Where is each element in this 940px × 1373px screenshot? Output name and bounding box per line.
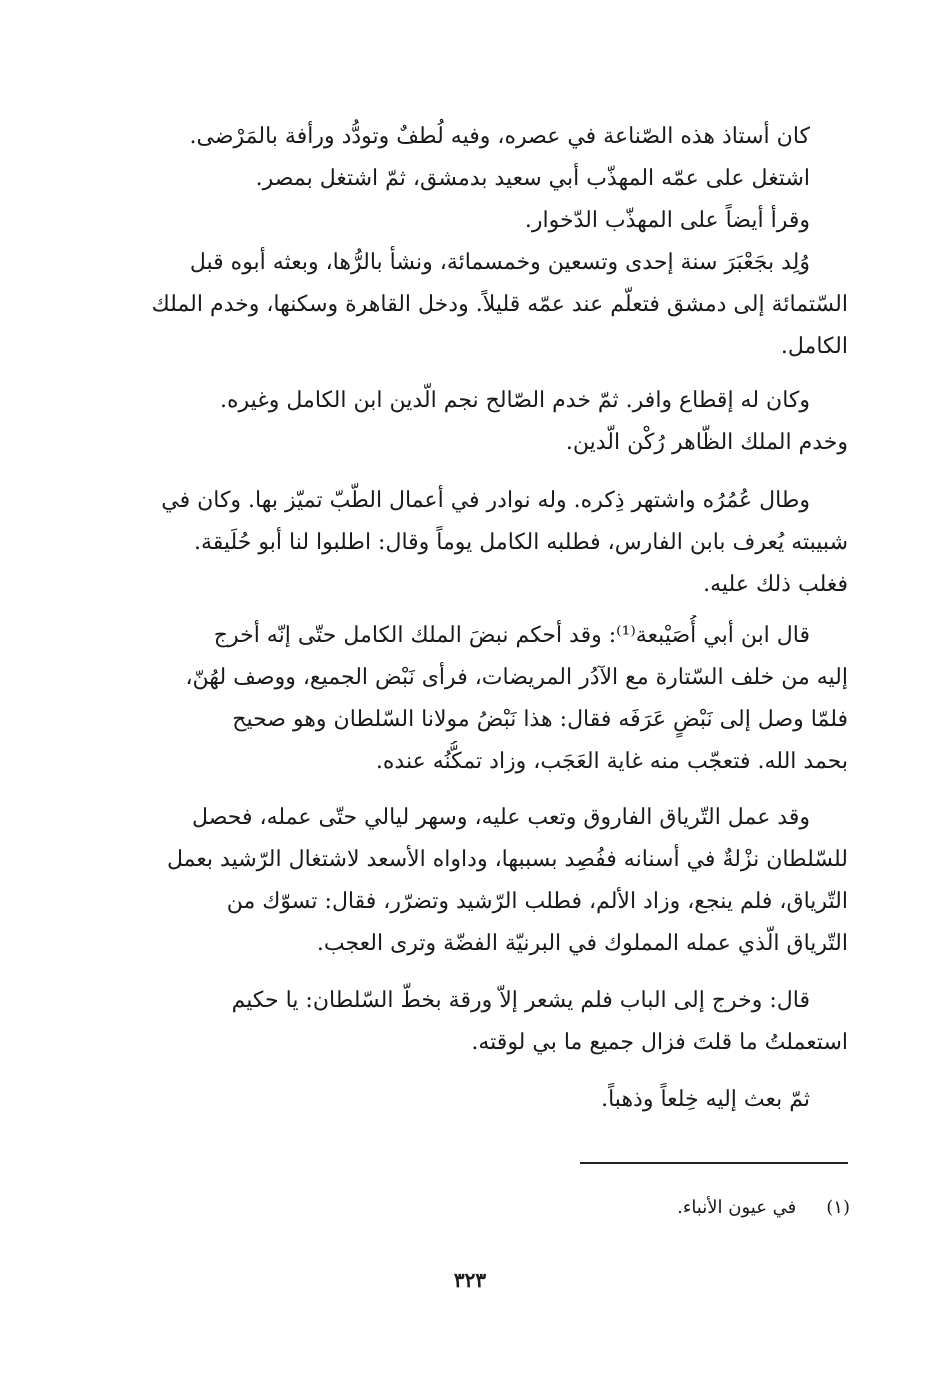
text-line: بحمد الله. فتعجّب منه غاية العَجَب، وزاد تمكُّنُه عنده.: [375, 749, 848, 774]
text-line: شبيبته يُعرف بابن الفارس، فطلبه الكامل يوماً وقال: اطلبوا لنا أبو حُلَيقة.: [193, 530, 848, 555]
text-line: التّرياق الّذي عمله المملوك في البرنيّة الفضّة وترى العجب.: [316, 931, 848, 956]
text-line: التّرياق، فلم ينجع، وزاد الألم، فطلب الرّشيد وتضرّر، فقال: تسوّك من: [226, 889, 848, 914]
paragraph-7: [128, 980, 848, 1064]
paragraph-6: [128, 797, 848, 965]
footnote-text: في عيون الأنباء.: [677, 1197, 797, 1218]
text-line: اشتغل على عمّه المهذّب أبي سعيد بدمشق، ثمّ اشتغل بمصر.: [255, 166, 810, 191]
paragraph-8: [128, 1079, 848, 1121]
text-line: استعملتُ ما قلتَ فزال جميع ما بي لوقته.: [471, 1030, 848, 1055]
text-line: وُلِد بجَعْبَرَ سنة إحدى وتسعين وخمسمائة، ونشأ بالرُّها، وبعثه أبوه قبل: [189, 250, 810, 275]
text-line: وطال عُمُرُه واشتهر ذِكره. وله نوادر في أعمال الطّبّ تميّز بها. وكان في: [161, 488, 810, 513]
text-line: فلمّا وصل إلى نَبْضٍ عَرَفَه فقال: هذا نَبْضُ مولانا السّلطان وهو صحيح: [232, 707, 848, 732]
paragraph-5: [128, 615, 848, 783]
text-line: وقد عمل التّرياق الفاروق وتعب عليه، وسهر ليالي حتّى عمله، فحصل: [192, 805, 810, 830]
paragraph-2: [128, 242, 848, 368]
text-line: ثمّ بعث إليه خِلعاً وذهباً.: [601, 1087, 810, 1112]
text-line: قال ابن أبي أُصَيْبعة⁽¹⁾: وقد أحكم نبضَ الملك الكامل حتّى إنّه أخرج: [213, 623, 810, 648]
text-line: وقرأ أيضاً على المهذّب الدّخوار.: [524, 208, 810, 233]
text-line: إليه من خلف السّتارة مع الآدُر المريضات، فرأى نَبْض الجميع، ووصف لهُنّ،: [185, 665, 848, 690]
footnote-number: (١): [826, 1197, 850, 1218]
text-line: قال: وخرج إلى الباب فلم يشعر إلاّ ورقة بخطّ السّلطان: يا حكيم: [231, 988, 810, 1013]
text-line: كان أستاذ هذه الصّناعة في عصره، وفيه لُطفٌ وتودُّد ورأفة بالمَرْضى.: [189, 124, 810, 149]
text-line: الكامل.: [780, 334, 848, 359]
footnote: [677, 1196, 850, 1220]
footnote-divider: [580, 1162, 848, 1164]
text-line: وكان له إقطاع وافر. ثمّ خدم الصّالح نجم الّدين ابن الكامل وغيره.: [219, 388, 810, 413]
text-line: فغلب ذلك عليه.: [703, 572, 848, 597]
text-line: السّتمائة إلى دمشق فتعلّم عند عمّه قليلاً. ودخل القاهرة وسكنها، وخدم الملك: [151, 292, 848, 317]
paragraph-1: [128, 116, 848, 242]
paragraph-4: [128, 480, 848, 606]
paragraph-3: [128, 380, 848, 464]
page-number: ٣٢٣: [453, 1268, 487, 1292]
text-line: وخدم الملك الظّاهر رُكْن الّدين.: [565, 430, 848, 455]
text-line: للسّلطان نزْلةٌ في أسنانه ففُصِد بسببها، وداواه الأسعد لاشتغال الرّشيد بعمل: [166, 847, 848, 872]
